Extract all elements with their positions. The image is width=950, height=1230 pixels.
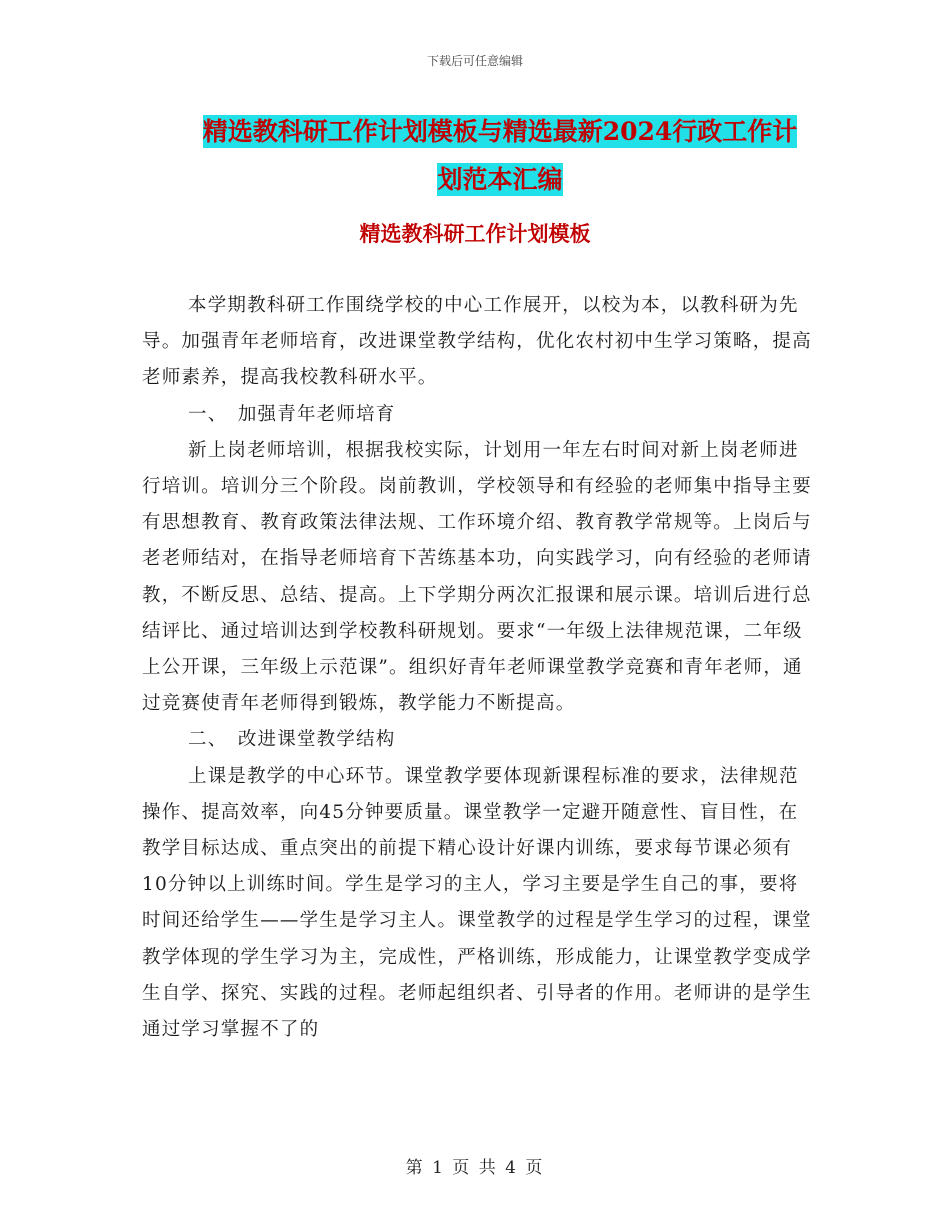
document-title-line-2: 划范本汇编 <box>437 165 563 194</box>
heading-two: 二、 改进课堂教学结构 <box>188 729 396 751</box>
document-title-line-1: 精选教科研工作计划模板与精选最新2024行政工作计 <box>202 117 798 146</box>
page-number: 第 1 页 共 4 页 <box>405 1158 545 1178</box>
paragraph-classroom: 上课是教学的中心环节。课堂教学要体现新课程标准的要求，法律规范操作、提高效率，向45分钟要质量。课堂教学一定避开随意性、盲目性，在教学目标达成、重点突出的前提下精心设计好课内训练，要求每节课必须有10分钟以上训练时间。学生是学习的主人，学习主要是学生自己的事，要将时间还给学生——学生是学习主人。课堂教学的过程是学生学习的过程，课堂教学体现的学生学习为主，完成性，严格训练，形成能力，让课堂教学变成学生自学、探究、实践的过程。老师起组织者、引导者的作用。老师讲的是学生通过学习掌握不了的 <box>142 765 812 1041</box>
document-title <box>120 108 880 204</box>
page-header-note: 下载后可任意编辑 <box>426 54 523 68</box>
section-title: 精选教科研工作计划模板 <box>359 221 591 246</box>
paragraph-intro: 本学期教科研工作围绕学校的中心工作展开，以校为本，以教科研为先导。加强青年老师培育，改进课堂教学结构，优化农村初中生学习策略，提高老师素养，提高我校教科研水平。 <box>142 295 812 389</box>
heading-one: 一、 加强青年老师培育 <box>188 403 396 425</box>
document-body <box>142 288 812 1048</box>
paragraph-training: 新上岗老师培训，根据我校实际，计划用一年左右时间对新上岗老师进行培训。培训分三个阶段。岗前教训，学校领导和有经验的老师集中指导主要有思想教育、教育政策法律法规、工作环境介绍、教育教学常规等。上岗后与老老师结对，在指导老师培育下苦练基本功，向实践学习，向有经验的老师请教，不断反思、总结、提高。上下学期分两次汇报课和展示课。培训后进行总结评比、通过培训达到学校教科研规划。要求“一年级上法律规范课，二年级上公开课，三年级上示范课”。组织好青年老师课堂教学竞赛和青年老师，通过竞赛使青年老师得到锻炼，教学能力不断提高。 <box>142 439 812 715</box>
